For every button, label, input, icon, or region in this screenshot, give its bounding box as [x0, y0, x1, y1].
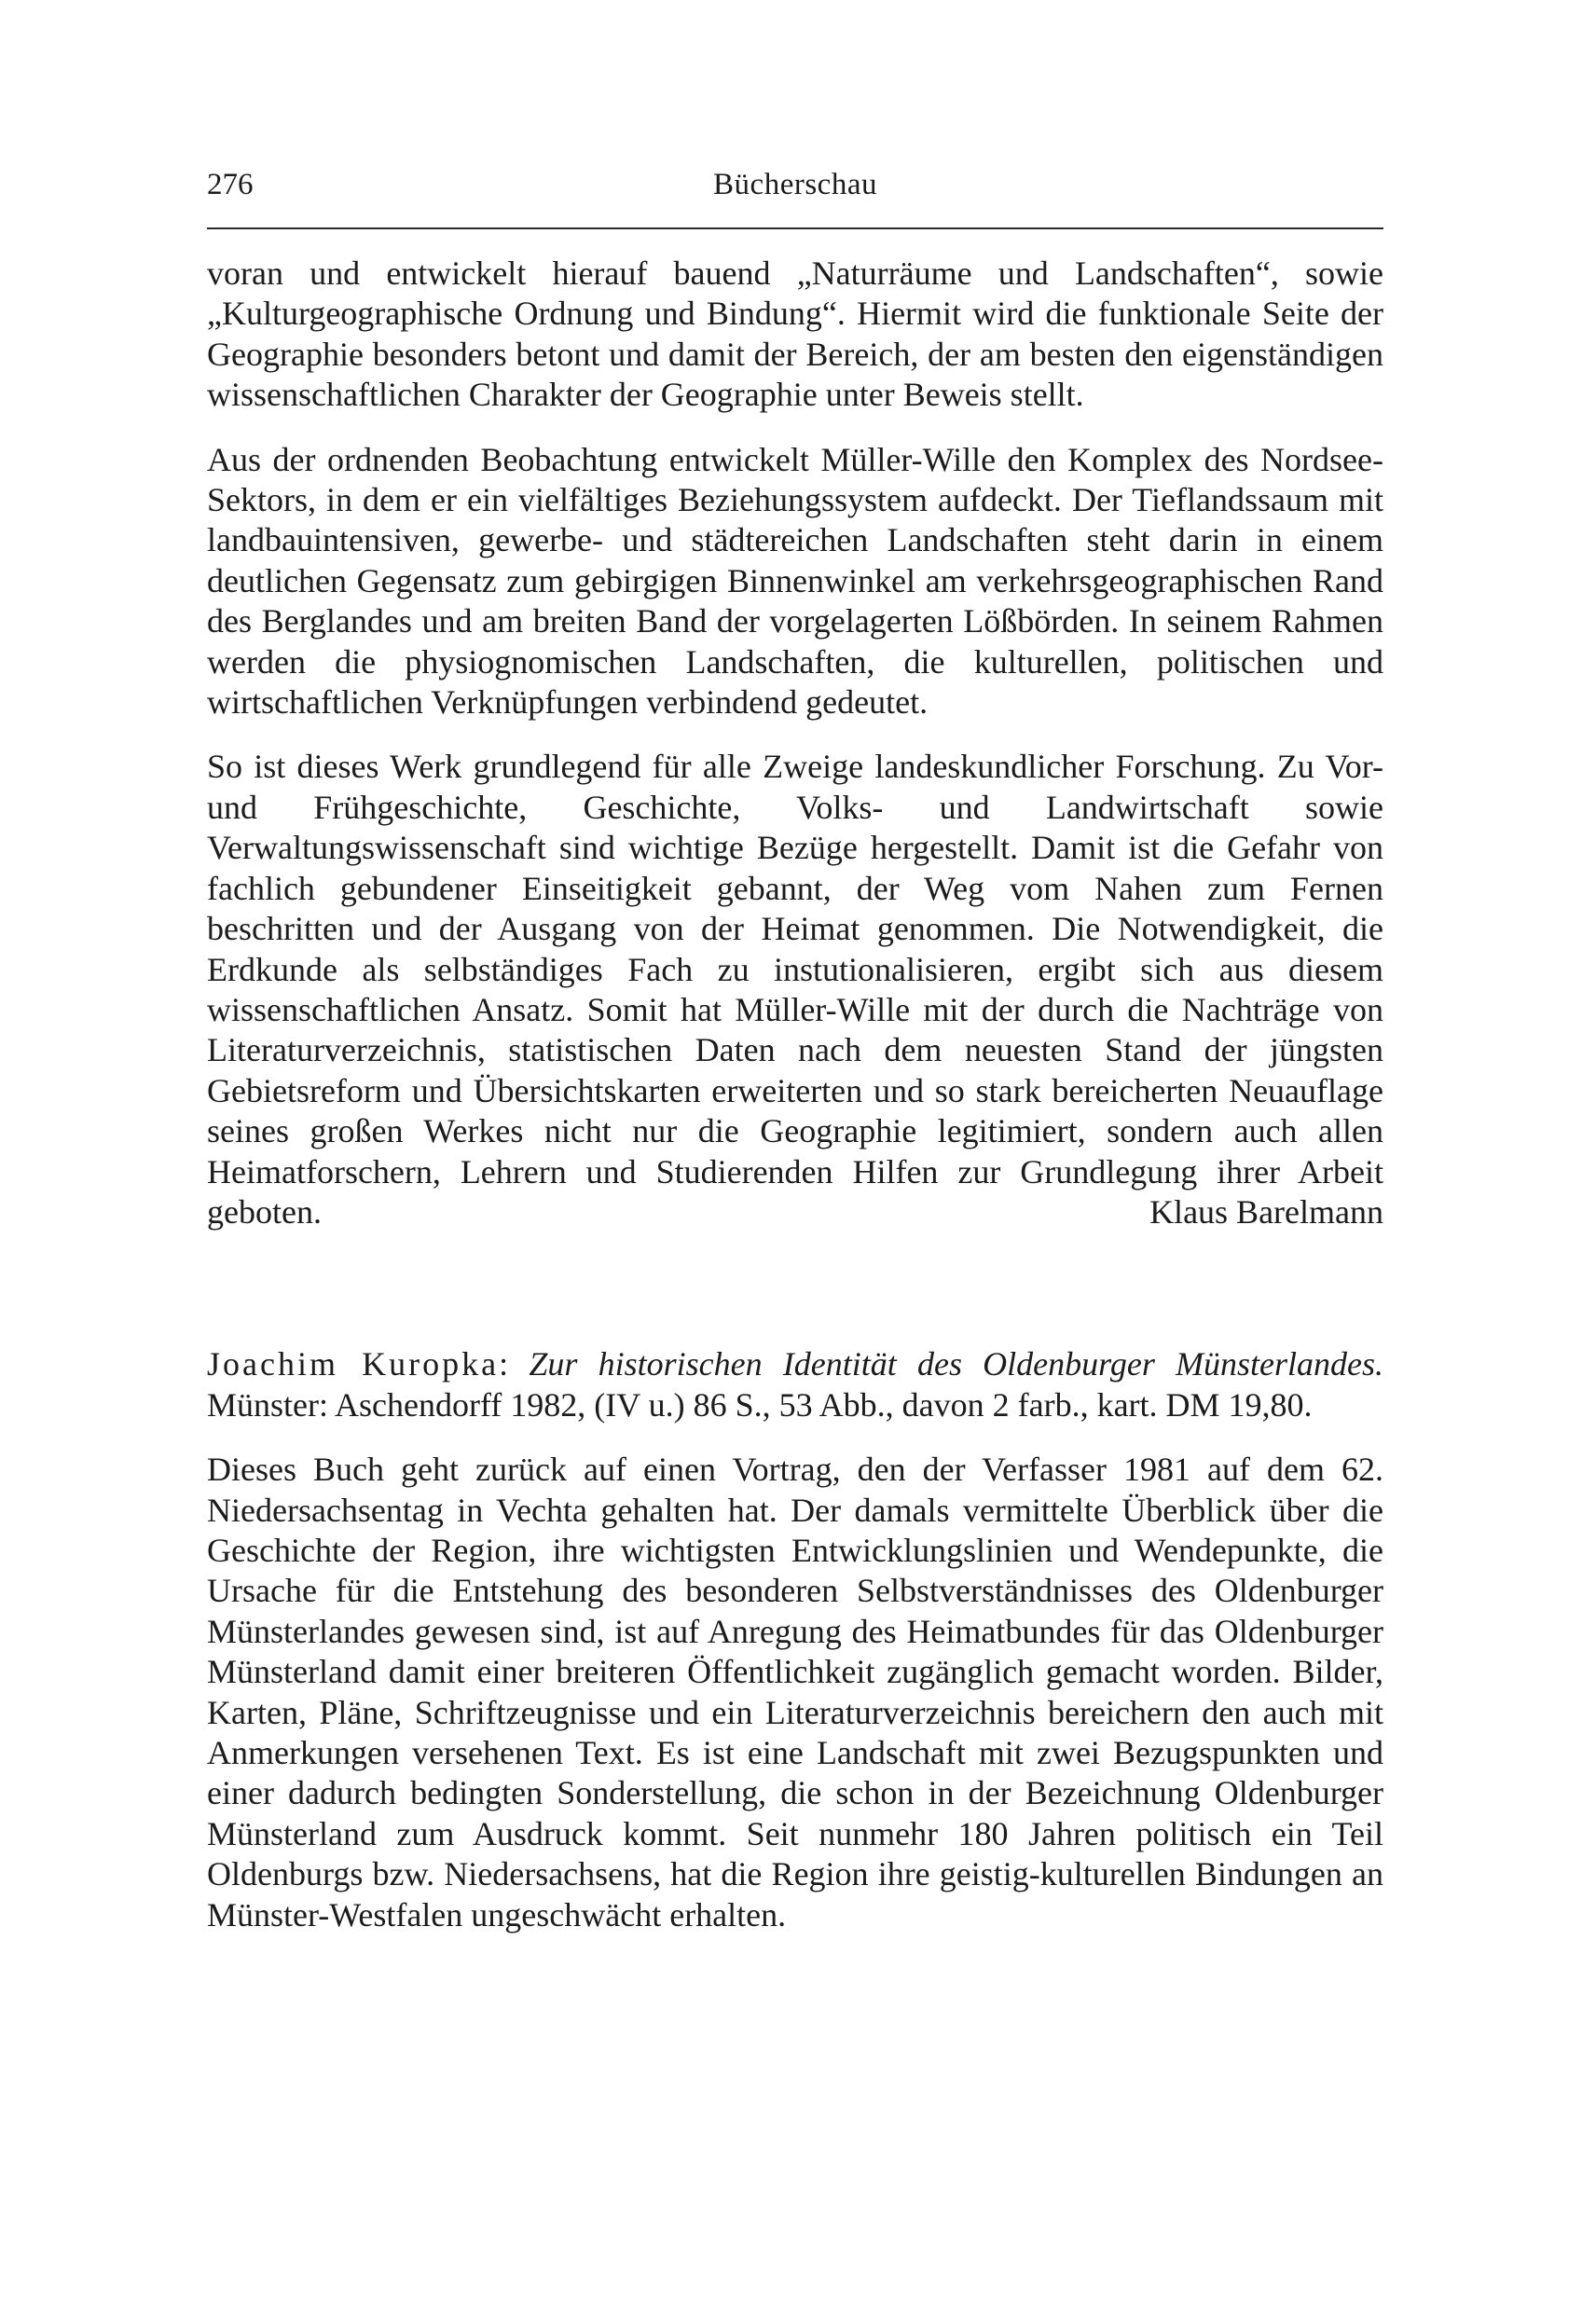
publication-details: Münster: Aschendorff 1982, (IV u.) 86 S., 53 Abb., davon 2 farb., kart. DM 19,80.	[207, 1385, 1313, 1424]
review1-paragraph-1: voran und entwickelt hierauf bauend „Naturräume und Landschaften“, sowie „Kulturgeographische Ordnung und Bindung“. Hiermit wird die funktionale Seite der Geographie besonders betont und damit der Bereich, der am besten den eigenständigen wissenschaftlichen Charakter der Geographie unter Beweis stellt.	[207, 255, 1383, 414]
book-citation	[207, 1344, 1383, 1425]
review-mueller-wille	[207, 254, 1383, 1232]
document-page	[207, 166, 1383, 1935]
page-number: 276	[207, 168, 254, 201]
review-kuropka	[207, 1344, 1383, 1935]
book-title: Zur historischen Identität des Oldenburger Münsterlandes.	[529, 1345, 1384, 1383]
review2-paragraph-1: Dieses Buch geht zurück auf einen Vortrag, den der Verfasser 1981 auf dem 62. Niedersachsentag in Vechta gehalten hat. Der damals vermittelte Überblick über die Geschichte der Region, ihre wichtigsten Entwicklungslinien und Wendepunkte, die Ursache für die Entstehung des besonderen Selbstverständnisses des Oldenburger Münsterlandes gewesen sind, ist auf Anregung des Heimatbundes für das Oldenburger Münsterland damit einer breiteren Öffentlichkeit zugänglich gemacht worden. Bilder, Karten, Pläne, Schriftzeugnisse und ein Literaturverzeichnis bereichern den auch mit Anmerkungen versehenen Text. Es ist eine Landschaft mit zwei Bezugspunkten und einer dadurch bedingten Sonderstellung, die schon in der Bezeichnung Oldenburger Münsterland zum Ausdruck kommt. Seit nunmehr 180 Jahren politisch ein Teil Oldenburgs bzw. Niedersachsens, hat die Region ihre geistig-kulturellen Bindungen an Münster-Westfalen ungeschwächt erhalten.	[207, 1451, 1383, 1934]
running-title: Bücherschau	[713, 168, 877, 201]
header-rule	[207, 227, 1383, 229]
book-author: Joachim Kuropka	[207, 1345, 500, 1383]
reviewer-signature: Klaus Barelmann	[1149, 1192, 1383, 1231]
review1-paragraph-3	[207, 747, 1383, 1232]
review1-paragraph-3-text: So ist dieses Werk grundlegend für alle Zweige landeskundlicher Forschung. Zu Vor- und Frühgeschichte, Geschichte, Volks- und Landwirtschaft sowie Verwaltungswissenschaft sind wichtige Bezüge hergestellt. Damit ist die Gefahr von fachlich gebundener Einseitigkeit gebannt, der Weg vom Nahen zum Fernen beschritten und der Ausgang von der Heimat genommen. Die Notwendigkeit, die Erdkunde als selbständiges Fach zu instutionalisieren, ergibt sich aus diesem wissenschaftlichen Ansatz. Somit hat Müller-Wille mit der durch die Nachträge von Literaturverzeichnis, statistischen Daten nach dem neuesten Stand der jüngsten Gebietsreform und Übersichtskarten erweiterten und so stark bereicherten Neuauflage seines großen Werkes nicht nur die Geographie legitimiert, sondern auch allen Heimatforschern, Lehrern und Studierenden Hilfen zur Grundlegung ihrer Arbeit geboten.	[207, 748, 1383, 1231]
review1-paragraph-2: Aus der ordnenden Beobachtung entwickelt Müller-Wille den Komplex des Nordsee-Sektors, in dem er ein vielfältiges Beziehungssystem aufdeckt. Der Tieflandssaum mit landbauintensiven, gewerbe- und städtereichen Landschaften steht darin in einem deutlichen Gegensatz zum gebirgigen Binnenwinkel am verkehrsgeographischen Rand des Berglandes und am breiten Band der vorgelagerten Lößbörden. In seinem Rahmen werden die physiognomischen Landschaften, die kulturellen, politischen und wirtschaftlichen Verknüpfungen verbindend gedeutet.	[207, 440, 1383, 722]
running-head	[207, 166, 1383, 214]
author-separator: :	[499, 1345, 530, 1383]
